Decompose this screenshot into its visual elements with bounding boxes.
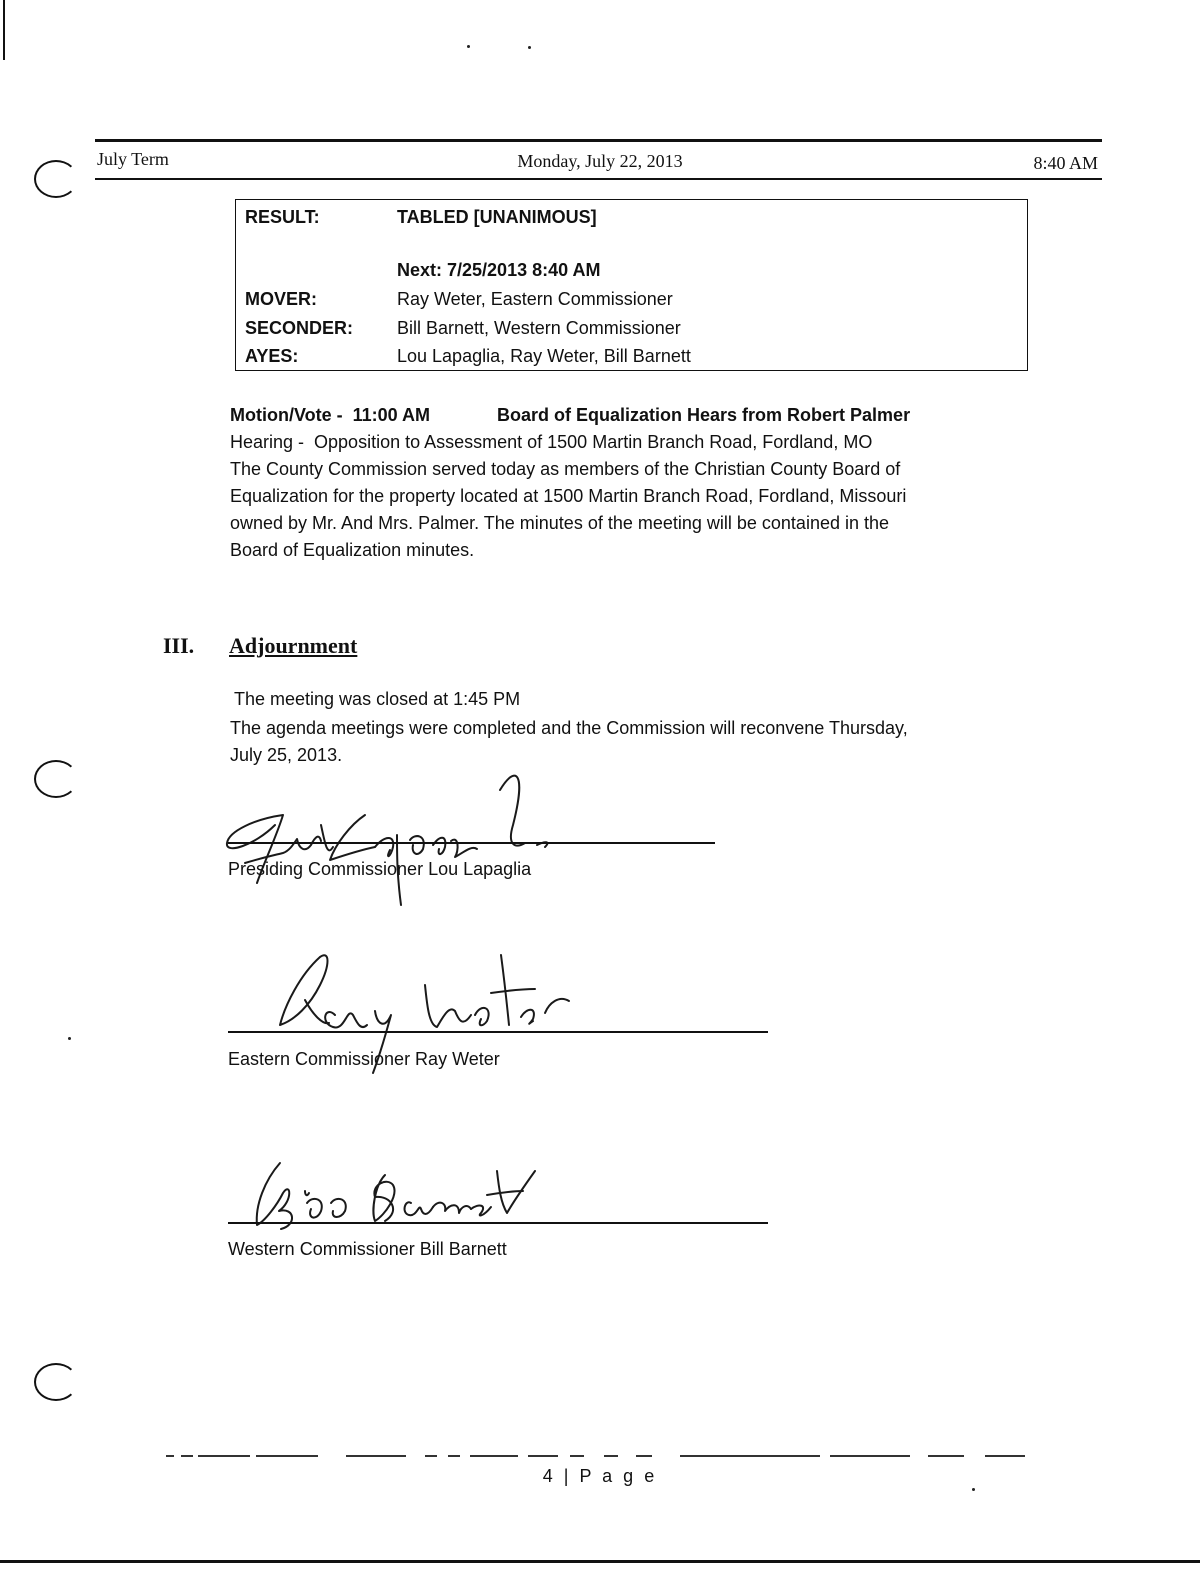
result-label: RESULT: [245, 207, 320, 227]
scan-edge [3, 0, 5, 60]
ayes-value: Lou Lapaglia, Ray Weter, Bill Barnett [397, 346, 691, 366]
section-title: Adjournment [229, 633, 358, 658]
scan-speck [467, 45, 470, 48]
motion-line: owned by Mr. And Mrs. Palmer. The minutes of the meeting will be contained in the [230, 513, 890, 533]
punch-hole [34, 760, 78, 798]
signature-line [228, 842, 715, 844]
seconder-label: SECONDER: [245, 318, 354, 338]
presiding-signature [215, 765, 575, 915]
signature-line [228, 1031, 768, 1033]
scan-speck [528, 46, 531, 49]
adjournment-line: The meeting was closed at 1:45 PM [234, 689, 521, 709]
header-term: July Term [97, 149, 169, 169]
mover-value: Ray Weter, Eastern Commissioner [397, 289, 673, 309]
western-caption: Western Commissioner Bill Barnett [228, 1239, 507, 1259]
motion-line: Board of Equalization minutes. [230, 540, 475, 560]
signature-line [228, 1222, 768, 1224]
scan-edge-bottom [0, 1560, 1200, 1563]
result-box [235, 199, 1028, 371]
result-value: TABLED [UNANIMOUS] [397, 207, 597, 227]
mover-label: MOVER: [245, 289, 317, 309]
header-date: Monday, July 22, 2013 [517, 151, 683, 171]
motion-prefix: Motion/Vote - 11:00 AM [230, 405, 431, 425]
adjournment-line: The agenda meetings were completed and the Commission will reconvene Thursday, [230, 718, 908, 738]
header-top-rule [95, 139, 1102, 142]
punch-hole [34, 1363, 78, 1401]
eastern-caption: Eastern Commissioner Ray Weter [228, 1049, 500, 1069]
section-numeral: III. [163, 633, 195, 658]
ayes-label: AYES: [245, 346, 299, 366]
scan-speck [68, 1037, 71, 1040]
next-value: Next: 7/25/2013 8:40 AM [397, 260, 601, 280]
motion-title: Board of Equalization Hears from Robert Palmer [497, 405, 911, 425]
page-number: 4 | P a g e [542, 1466, 658, 1486]
header-bottom-rule [95, 178, 1102, 180]
adjournment-line: July 25, 2013. [230, 745, 343, 765]
header-time: 8:40 AM [1033, 153, 1098, 173]
scan-speck [972, 1488, 975, 1491]
motion-line: Hearing - Opposition to Assessment of 1500 Martin Branch Road, Fordland, MO [230, 432, 873, 452]
presiding-caption: Presiding Commissioner Lou Lapaglia [228, 859, 532, 879]
motion-line: The County Commission served today as members of the Christian County Board of [230, 459, 901, 479]
motion-line: Equalization for the property located at 1500 Martin Branch Road, Fordland, Missouri [230, 486, 907, 506]
seconder-value: Bill Barnett, Western Commissioner [397, 318, 681, 338]
footer-rule [0, 1455, 1200, 1456]
